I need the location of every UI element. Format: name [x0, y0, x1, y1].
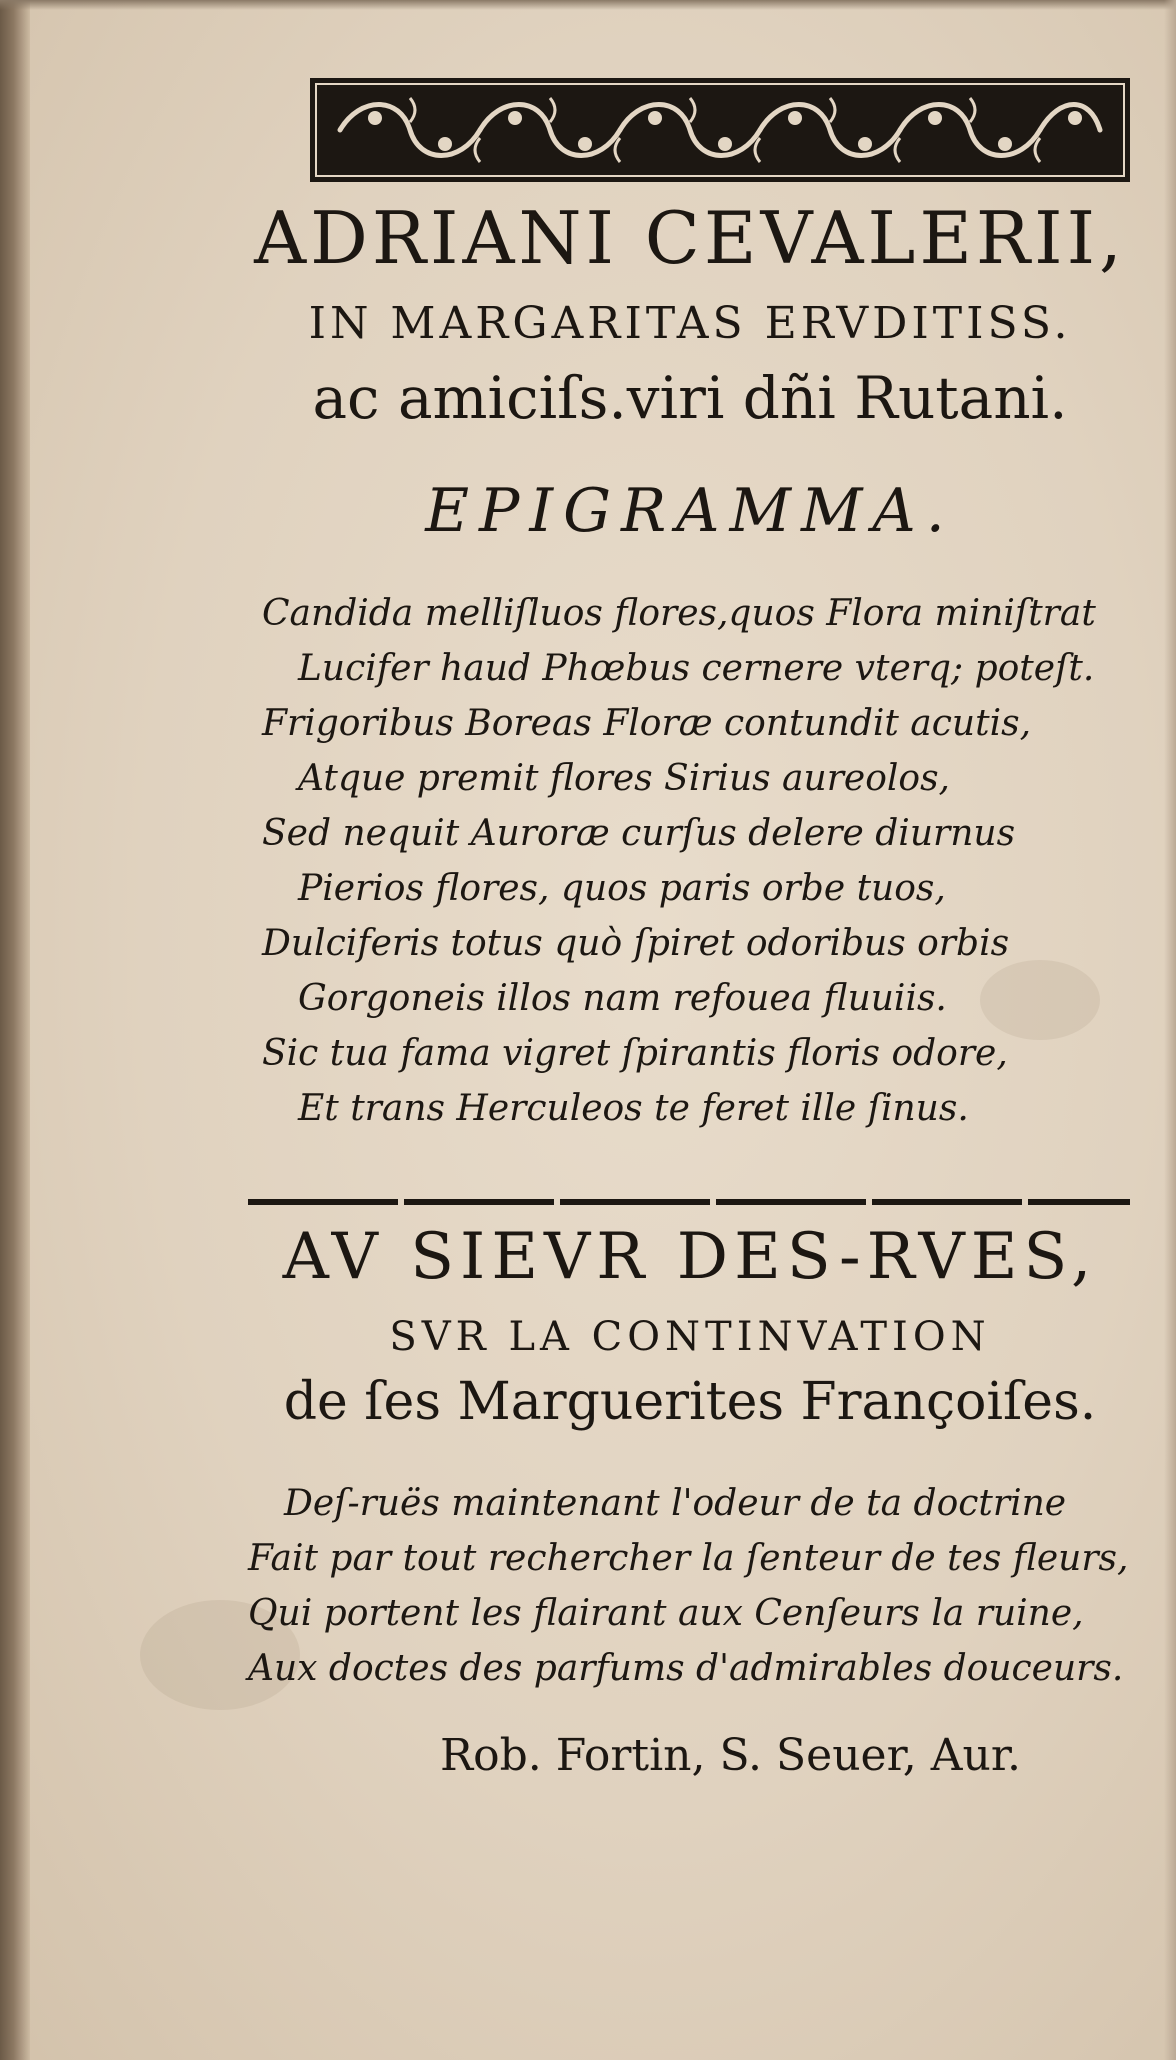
section-divider-rule: [248, 1199, 1130, 1205]
verse-line: Lucifer haud Phœbus cernere vterq; poteſt.: [298, 648, 1095, 689]
right-edge-shadow: [1164, 0, 1176, 2060]
verse-line: Fait par tout rechercher la ſenteur de tes fleurs,: [248, 1538, 1129, 1579]
poem2-signature: Rob. Fortin, S. Seuer, Aur.: [440, 1730, 1022, 1781]
poem1-verses: [262, 586, 1142, 1136]
poem1-subtitle-line1: IN MARGARITAS ERVDITISS.: [308, 298, 1072, 349]
page-gutter: [0, 0, 30, 2060]
verse-line: Candida melliſluos flores,quos Flora miniſtrat: [262, 593, 1096, 634]
poem2-verses: [248, 1476, 1148, 1696]
verse-line: Et trans Herculeos te feret ille ſinus.: [298, 1088, 969, 1129]
verse-line: Qui portent les flairant aux Cenſeurs la ruine,: [248, 1593, 1084, 1634]
verse-line: Gorgoneis illos nam refouea fluuiis.: [298, 978, 947, 1019]
verse-line: Frigoribus Boreas Floræ contundit acutis,: [262, 703, 1032, 744]
poem2-heading: AV SIEVR DES-RVES,: [282, 1220, 1098, 1294]
verse-line: Dulciferis totus quò ſpiret odoribus orbis: [262, 923, 1010, 964]
verse-line: Aux doctes des parfums d'admirables douceurs.: [248, 1648, 1124, 1689]
verse-line: Sed nequit Auroræ curſus delere diurnus: [262, 813, 1016, 854]
verse-line: Deſ-ruës maintenant l'odeur de ta doctrine: [284, 1483, 1067, 1524]
top-edge-shadow: [0, 0, 1176, 10]
verse-line: Pierios flores, quos paris orbe tuos,: [298, 868, 946, 909]
poem2-subtitle-line2: de ſes Marguerites Françoiſes.: [283, 1372, 1097, 1432]
woodcut-headpiece-icon: [310, 78, 1130, 182]
poem2-subtitle-line1: SVR LA CONTINVATION: [389, 1314, 991, 1360]
poem1-author-heading: ADRIANI CEVALERII,: [254, 196, 1126, 280]
verse-line: Atque premit flores Sirius aureolos,: [298, 758, 950, 799]
poem1-subtitle-line2: ac amiciſs.viri dñi Rutani.: [312, 364, 1068, 432]
poem1-genre-title: EPIGRAMMA.: [425, 476, 955, 546]
verse-line: Sic tua fama vigret ſpirantis floris odore,: [262, 1033, 1008, 1074]
